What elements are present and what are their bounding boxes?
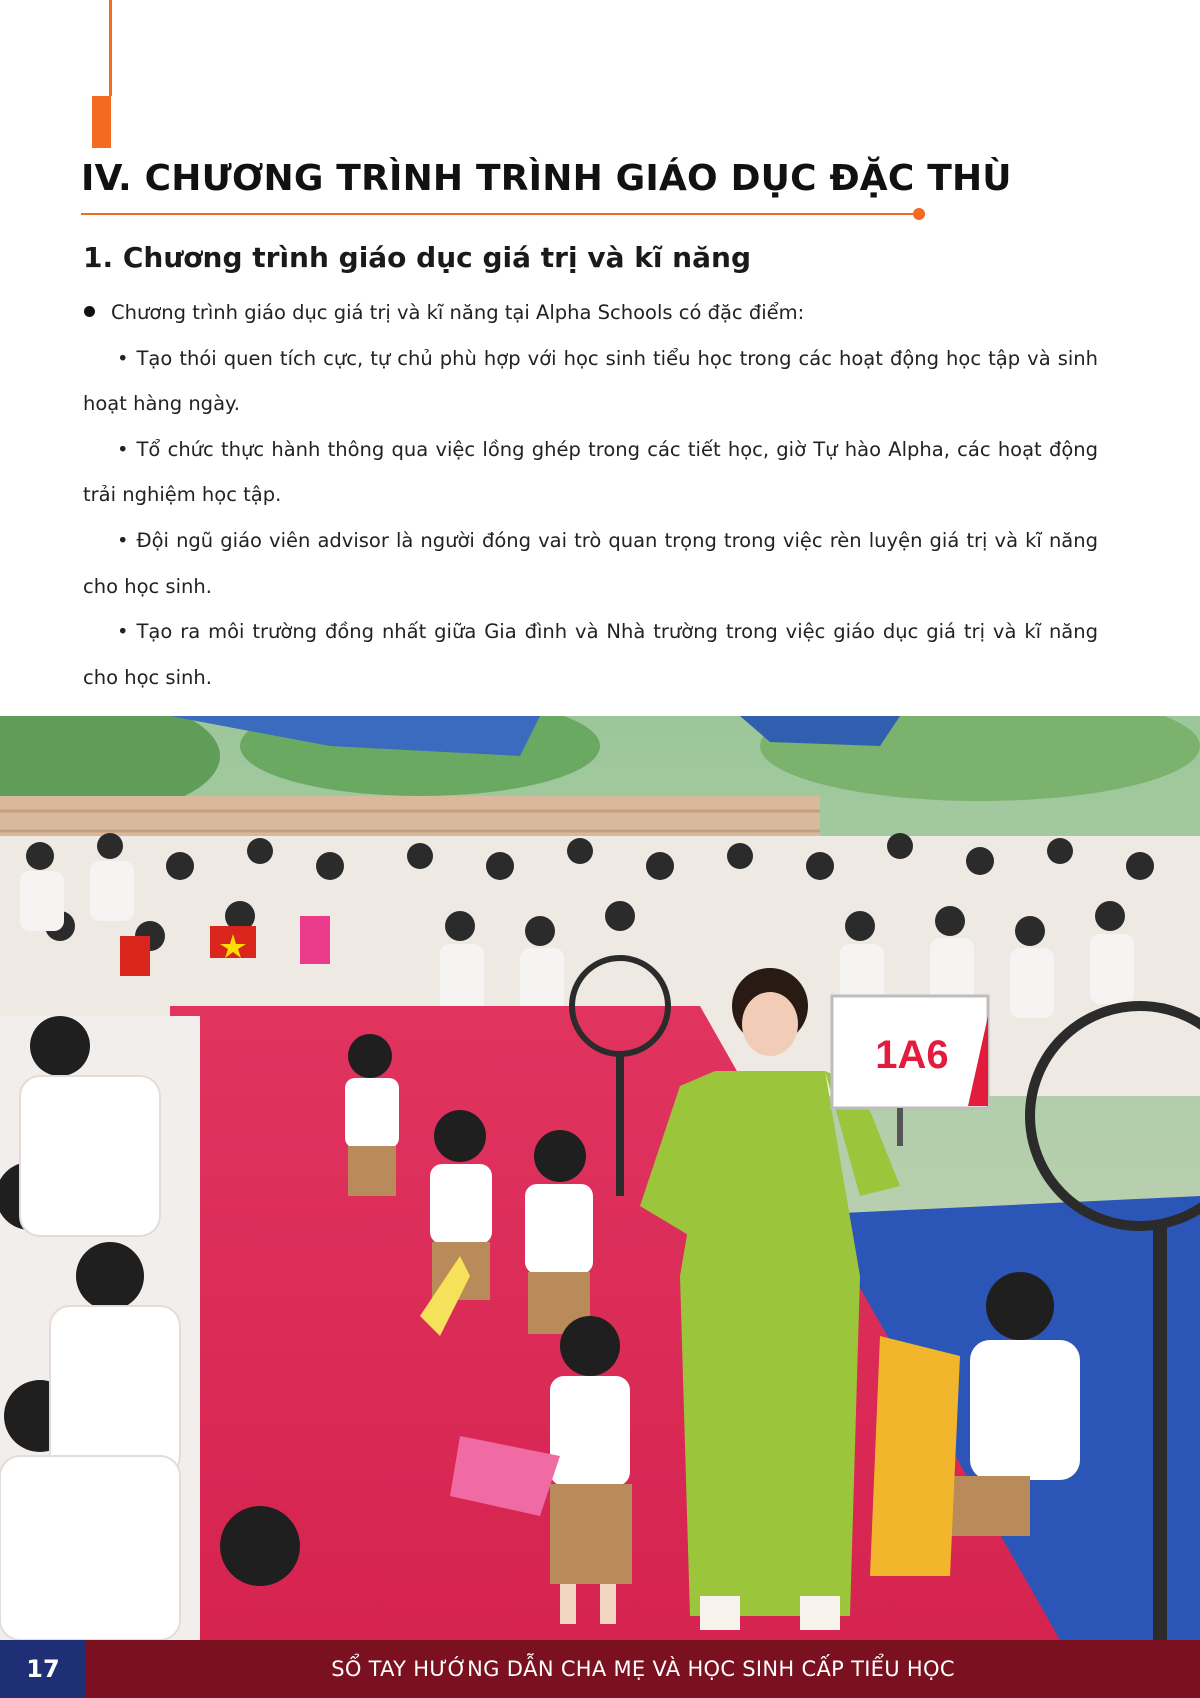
section-title: IV. CHƯƠNG TRÌNH TRÌNH GIÁO DỤC ĐẶC THÙ [81, 158, 1012, 199]
list-item-text: Tạo thói quen tích cực, tự chủ phù hợp với học sinh tiểu học trong các hoạt động học tập và sinh hoạt hàng ngày. [83, 346, 1098, 416]
small-bullet-icon: • [117, 437, 129, 461]
intro-text: Chương trình giáo dục giá trị và kĩ năng tại Alpha Schools có đặc điểm: [111, 301, 805, 324]
list-item [83, 609, 1098, 700]
decorative-orange-block [92, 96, 111, 148]
title-underline [81, 213, 919, 215]
page-number: 17 [0, 1640, 86, 1698]
list-item [83, 518, 1098, 609]
small-bullet-icon: • [117, 528, 129, 552]
subsection-title: 1. Chương trình giáo dục giá trị và kĩ năng [83, 241, 751, 274]
decorative-vertical-line [109, 0, 112, 96]
intro-bullet [83, 290, 1098, 336]
list-item [83, 336, 1098, 427]
list-item-text: Đội ngũ giáo viên advisor là người đóng vai trò quan trọng trong việc rèn luyện giá trị và kĩ năng cho học sinh. [83, 528, 1098, 598]
small-bullet-icon: • [117, 620, 129, 644]
footer-title: SỔ TAY HƯỚNG DẪN CHA MẸ VÀ HỌC SINH CẤP TIỂU HỌC [331, 1657, 955, 1681]
list-item-text: Tạo ra môi trường đồng nhất giữa Gia đình và Nhà trường trong việc giáo dục giá trị và kĩ năng cho học sinh. [83, 620, 1098, 689]
body-text [83, 290, 1098, 700]
class-sign-label: 1A6 [875, 1033, 949, 1077]
list-item-text: Tổ chức thực hành thông qua việc lồng ghép trong các tiết học, giờ Tự hào Alpha, các hoạt động trải nghiệm học tập. [83, 437, 1098, 507]
small-bullet-icon: • [117, 346, 129, 370]
ceremony-photo [0, 716, 1200, 1640]
ceremony-photo-illustration [0, 716, 1200, 1640]
bullet-dot-icon [84, 306, 95, 317]
title-underline-dot [913, 208, 925, 220]
list-item [83, 427, 1098, 518]
